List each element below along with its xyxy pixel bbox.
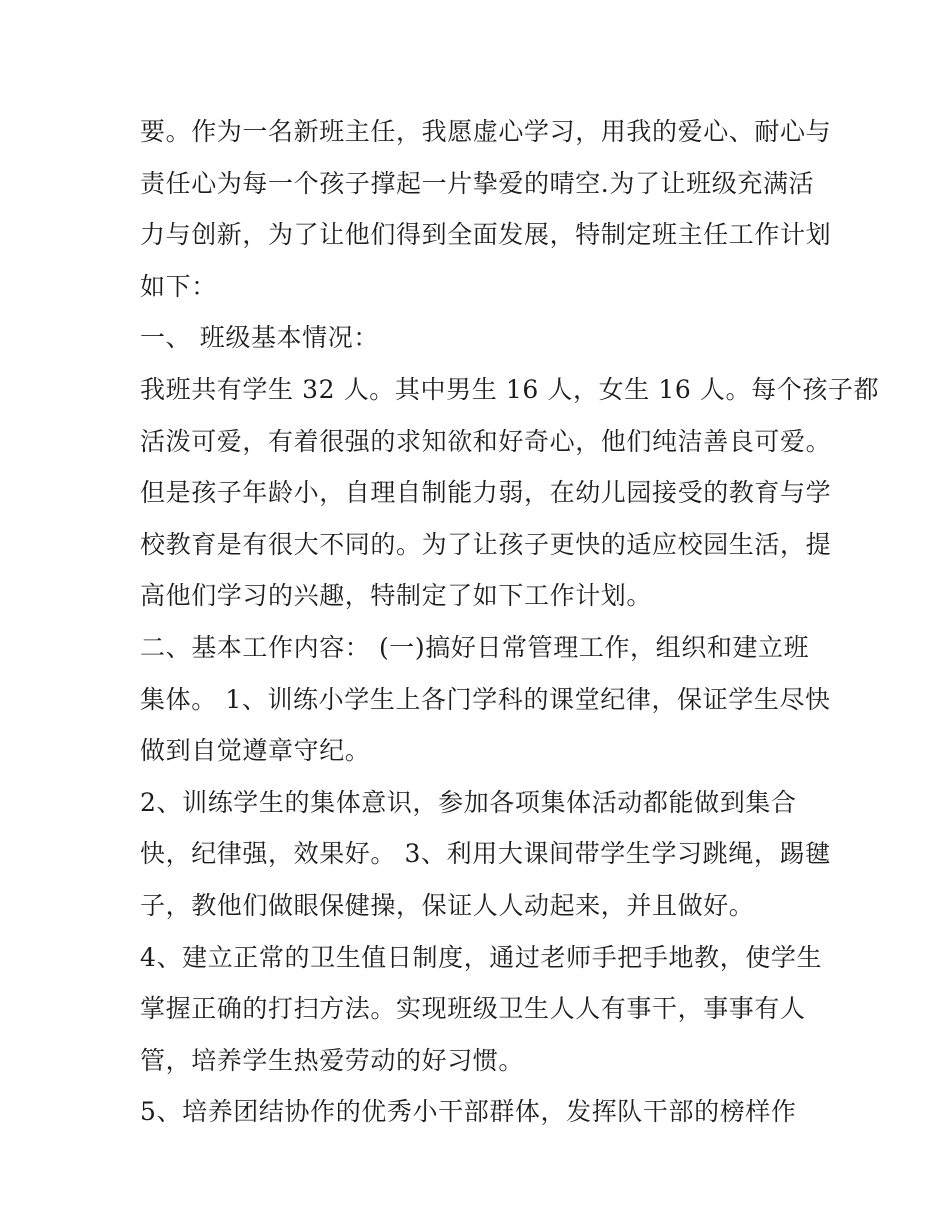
text-line: 要。作为一名新班主任，我愿虚心学习，用我的爱心、耐心与	[140, 117, 832, 146]
text-line: 子，教他们做眼保健操，保证人人动起来，并且做好。	[140, 890, 755, 920]
section-heading: 一、 班级基本情况：	[140, 323, 379, 353]
text-line: 5、培养团结协作的优秀小干部群体，发挥队干部的榜样作	[140, 1097, 797, 1127]
text-line: 掌握正确的打扫方法。实现班级卫生人人有事干，事事有人	[140, 994, 806, 1024]
body-text	[140, 106, 880, 1138]
text-line: 集体。 1、训练小学生上各门学科的课堂纪律，保证学生尽快	[140, 684, 831, 714]
text-line: 但是孩子年龄小，自理自制能力弱，在幼儿园接受的教育与学	[140, 478, 832, 508]
text-line: 快，纪律强，效果好。 3、利用大课间带学生学习跳绳，踢毽	[140, 839, 831, 869]
text-line: 做到自觉遵章守纪。	[140, 736, 371, 766]
text-line: 力与创新，为了让他们得到全面发展，特制定班主任工作计划	[140, 220, 832, 250]
text-line: 责任心为每一个孩子撑起一片挚爱的晴空.为了让班级充满活	[140, 168, 815, 198]
text-line: 如下：	[140, 271, 217, 301]
section-heading: 二、基本工作内容： (一)搞好日常管理工作，组织和建立班	[140, 632, 810, 662]
text-line: 校教育是有很大不同的。为了让孩子更快的适应校园生活，提	[140, 529, 832, 559]
text-line: 活泼可爱，有着很强的求知欲和好奇心，他们纯洁善良可爱。	[140, 426, 832, 456]
text-line: 我班共有学生 32 人。其中男生 16 人，女生 16 人。每个孩子都	[140, 374, 880, 404]
text-line: 2、训练学生的集体意识，参加各项集体活动都能做到集合	[140, 787, 797, 817]
text-line: 高他们学习的兴趣，特制定了如下工作计划。	[140, 581, 653, 611]
text-line: 4、建立正常的卫生值日制度，通过老师手把手地教，使学生	[140, 942, 823, 972]
text-line: 管，培养学生热爱劳动的好习惯。	[140, 1045, 525, 1075]
